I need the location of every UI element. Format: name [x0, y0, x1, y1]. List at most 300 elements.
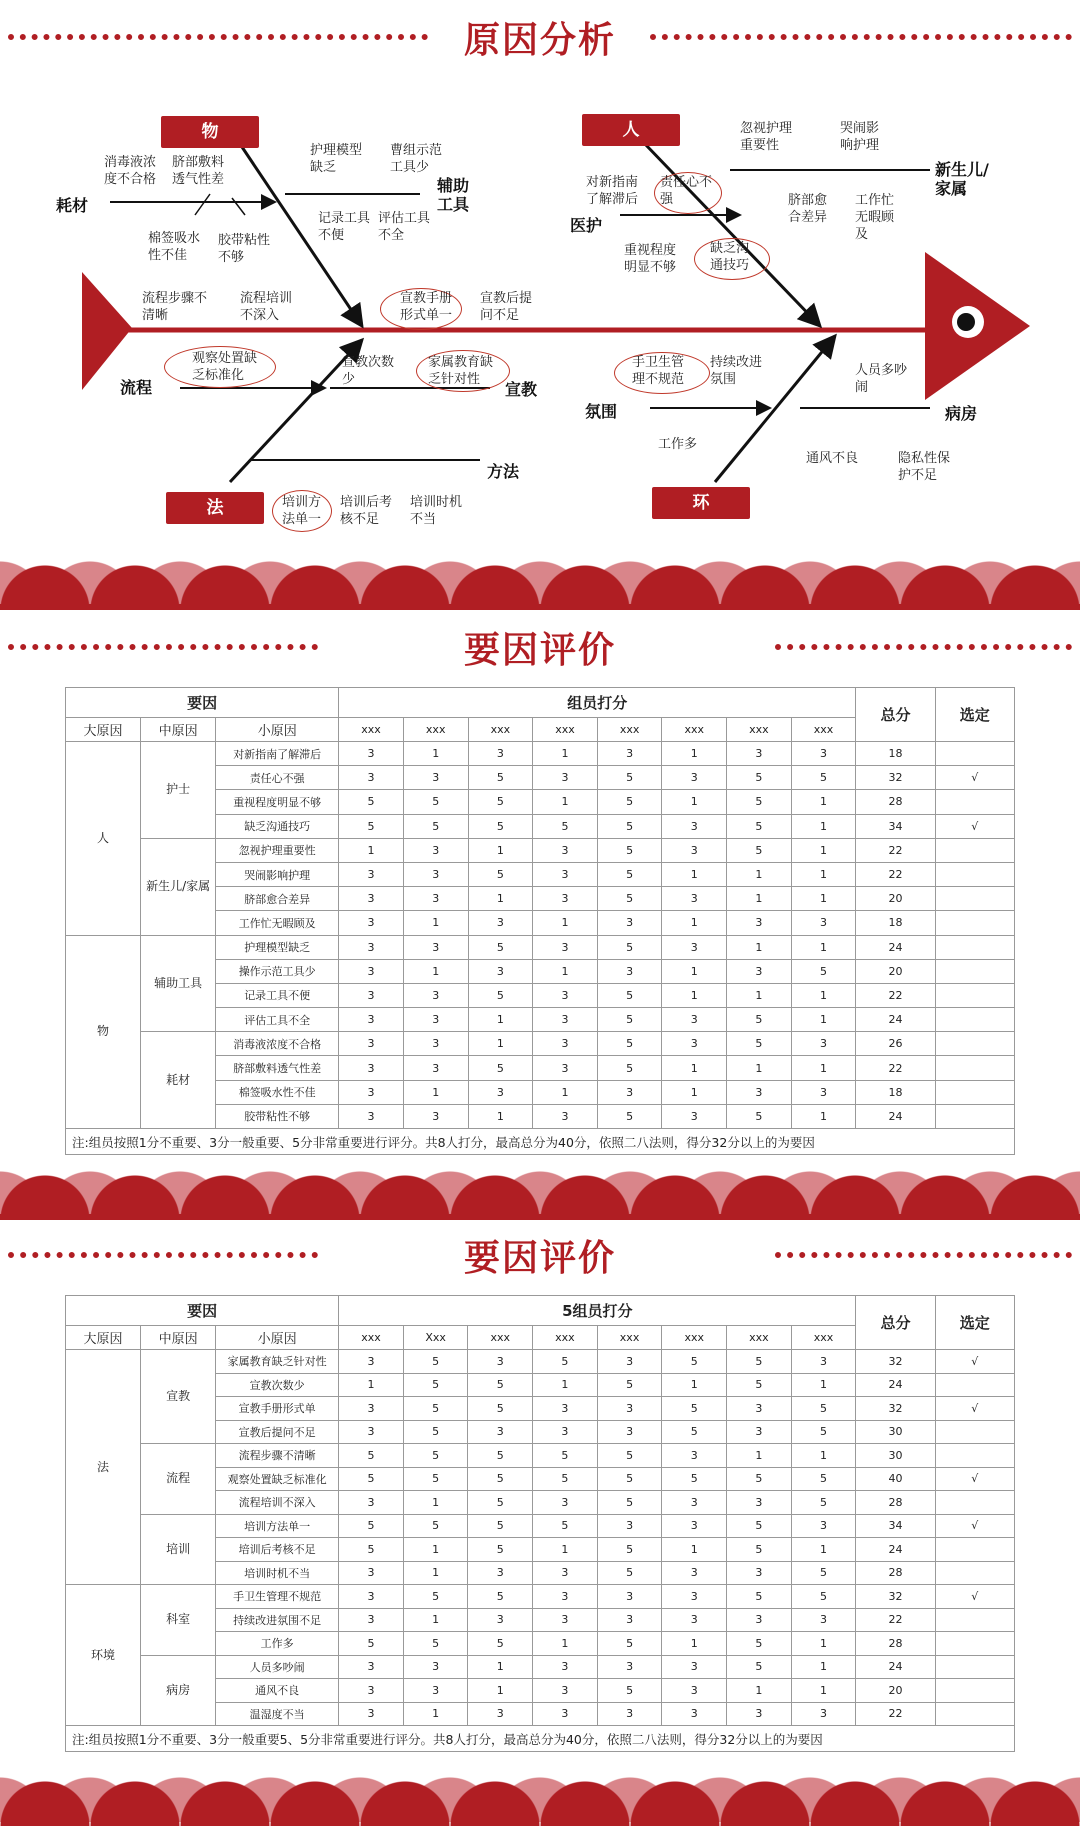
score-cell: 3 [339, 1080, 404, 1104]
fishbone-diagram [0, 90, 1080, 530]
score-cell: 5 [727, 1585, 792, 1609]
scorer-name: xxx [533, 718, 598, 742]
score-cell: 5 [662, 1397, 727, 1421]
header-row [66, 1296, 1015, 1326]
scorer-name: Xxx [403, 1326, 468, 1350]
total-cell: 22 [856, 838, 935, 862]
small-cause-cell: 棉签吸水性不佳 [216, 1080, 339, 1104]
score-cell: 5 [791, 1397, 856, 1421]
score-cell: 3 [597, 1608, 662, 1632]
total-cell: 32 [856, 766, 935, 790]
table-row [66, 838, 1015, 862]
score-cell: 3 [597, 1080, 662, 1104]
score-cell: 1 [662, 983, 727, 1007]
score-cell: 1 [533, 742, 598, 766]
score-cell: 3 [403, 862, 468, 886]
score-cell: 5 [403, 1467, 468, 1491]
score-cell: 3 [533, 887, 598, 911]
score-cell: 5 [339, 1514, 404, 1538]
score-cell: 3 [662, 766, 727, 790]
total-cell: 18 [856, 742, 935, 766]
small-cause-cell: 观察处置缺乏标准化 [216, 1467, 339, 1491]
small-cause-cell: 护理模型缺乏 [216, 935, 339, 959]
score-cell: 5 [791, 1420, 856, 1444]
small-cause-cell: 培训后考核不足 [216, 1538, 339, 1562]
mid-cause-cell: 病房 [141, 1655, 216, 1726]
small-cause-cell: 手卫生管理不规范 [216, 1585, 339, 1609]
score-cell: 3 [662, 814, 727, 838]
selected-mark [935, 1104, 1014, 1128]
header-total: 总分 [856, 688, 935, 742]
selected-mark [935, 1655, 1014, 1679]
score-cell: 5 [468, 814, 533, 838]
scorer-name: xxx [662, 1326, 727, 1350]
cause-caozuo: 曹组示范 工具少 [390, 143, 443, 175]
score-cell: 3 [403, 1655, 468, 1679]
selected-mark [935, 1679, 1014, 1703]
scorer-name: xxx [791, 718, 856, 742]
table-note: 注:组员按照1分不重要、3分一般重要5、5分非常重要进行评分。共8人打分，最高总分为40分，依照二八法则，得分32分以上的为要因 [66, 1726, 1015, 1752]
selected-mark [935, 838, 1014, 862]
score-cell: 3 [791, 1514, 856, 1538]
score-cell: 3 [339, 1104, 404, 1128]
score-cell: 3 [597, 1585, 662, 1609]
score-cell: 3 [468, 1561, 533, 1585]
score-cell: 3 [339, 1585, 404, 1609]
group-fuzhu: 辅助 工具 [437, 176, 470, 214]
score-cell: 5 [403, 814, 468, 838]
score-cell: 1 [403, 911, 468, 935]
cause-peixunfangfa: 培训方 法单一 [282, 495, 322, 527]
score-cell: 3 [662, 1491, 727, 1515]
selected-mark [935, 887, 1014, 911]
selected-mark [935, 1702, 1014, 1726]
tag-huan: 环 [652, 487, 750, 519]
selected-mark: √ [935, 1514, 1014, 1538]
score-cell: 3 [533, 1655, 598, 1679]
small-cause-cell: 操作示范工具少 [216, 959, 339, 983]
score-cell: 5 [727, 1008, 792, 1032]
selected-mark: √ [935, 1467, 1014, 1491]
score-cell: 3 [662, 1444, 727, 1468]
selected-mark: √ [935, 766, 1014, 790]
cause-hulimoxing: 护理模型 缺乏 [310, 143, 363, 175]
cause-liuchengpeixun: 流程培训 不深入 [240, 291, 293, 323]
total-cell: 32 [856, 1397, 935, 1421]
cause-liuchengbuzhou: 流程步骤不 清晰 [142, 291, 208, 323]
selected-mark [935, 1373, 1014, 1397]
score-cell: 5 [403, 1514, 468, 1538]
score-cell: 1 [791, 1444, 856, 1468]
score-cell: 1 [662, 1632, 727, 1656]
mid-cause-cell: 宣教 [141, 1350, 216, 1444]
big-cause-cell: 人 [66, 742, 141, 936]
score-cell: 1 [727, 862, 792, 886]
score-cell: 5 [468, 1397, 533, 1421]
score-cell: 5 [468, 790, 533, 814]
score-cell: 3 [662, 1104, 727, 1128]
score-cell: 3 [597, 742, 662, 766]
selected-mark [935, 790, 1014, 814]
cause-yinsi: 隐私性保 护不足 [898, 451, 951, 483]
score-cell: 3 [339, 862, 404, 886]
score-cell: 3 [662, 1585, 727, 1609]
scorer-name: xxx [468, 718, 533, 742]
total-cell: 28 [856, 1561, 935, 1585]
score-cell: 3 [791, 742, 856, 766]
divider-bar [0, 604, 1080, 610]
score-cell: 3 [662, 1608, 727, 1632]
total-cell: 22 [856, 1702, 935, 1726]
score-cell: 3 [533, 1008, 598, 1032]
score-cell: 1 [662, 959, 727, 983]
evaluation-table-1 [65, 687, 1015, 1155]
small-cause-cell: 记录工具不便 [216, 983, 339, 1007]
score-cell: 3 [468, 742, 533, 766]
header-key-cause: 要因 [66, 688, 339, 718]
score-cell: 1 [791, 935, 856, 959]
score-cell: 3 [533, 1679, 598, 1703]
selected-mark: √ [935, 1585, 1014, 1609]
cause-shouwei: 手卫生管 理不规范 [632, 355, 685, 387]
score-cell: 3 [727, 959, 792, 983]
score-cell: 1 [662, 862, 727, 886]
table-row [66, 1585, 1015, 1609]
score-cell: 3 [339, 1397, 404, 1421]
scorer-name: xxx [791, 1326, 856, 1350]
big-cause-cell: 物 [66, 935, 141, 1129]
score-cell: 3 [339, 911, 404, 935]
score-cell: 3 [339, 983, 404, 1007]
score-cell: 3 [727, 1608, 792, 1632]
cause-renyuan: 人员多吵 闹 [855, 363, 908, 395]
cause-jiashu: 家属教育缺 乏针对性 [428, 355, 494, 387]
score-cell: 5 [403, 1585, 468, 1609]
cause-zhongshi: 重视程度 明显不够 [624, 243, 677, 275]
score-cell: 3 [403, 1104, 468, 1128]
total-cell: 24 [856, 1538, 935, 1562]
score-cell: 1 [468, 1032, 533, 1056]
score-cell: 5 [791, 1561, 856, 1585]
score-cell: 1 [791, 790, 856, 814]
score-cell: 1 [533, 1373, 598, 1397]
score-cell: 5 [468, 1444, 533, 1468]
score-cell: 1 [727, 1056, 792, 1080]
small-cause-cell: 重视程度明显不够 [216, 790, 339, 814]
score-cell: 1 [662, 790, 727, 814]
score-cell: 5 [403, 1350, 468, 1374]
score-cell: 5 [597, 1008, 662, 1032]
header-key-cause: 要因 [66, 1296, 339, 1326]
score-cell: 3 [533, 1032, 598, 1056]
small-cause-cell: 流程培训不深入 [216, 1491, 339, 1515]
cause-pinggu: 评估工具 不全 [378, 211, 431, 243]
header-small-cause: 小原因 [216, 718, 339, 742]
score-cell: 5 [727, 1655, 792, 1679]
section-title-key-cause-1: 要因评价 [463, 630, 616, 671]
mid-cause-cell: 科室 [141, 1585, 216, 1656]
score-cell: 5 [597, 1444, 662, 1468]
score-cell: 1 [533, 1080, 598, 1104]
scorer-name: xxx [597, 1326, 662, 1350]
score-cell: 1 [727, 935, 792, 959]
total-cell: 24 [856, 1008, 935, 1032]
score-cell: 5 [727, 1514, 792, 1538]
score-cell: 3 [339, 1032, 404, 1056]
score-cell: 3 [468, 1702, 533, 1726]
total-cell: 40 [856, 1467, 935, 1491]
small-cause-cell: 脐部愈合差异 [216, 887, 339, 911]
score-cell: 5 [468, 1514, 533, 1538]
score-cell: 1 [727, 887, 792, 911]
score-cell: 5 [727, 1373, 792, 1397]
score-cell: 3 [597, 1397, 662, 1421]
score-cell: 5 [597, 1561, 662, 1585]
small-cause-cell: 脐部敷料透气性差 [216, 1056, 339, 1080]
mid-cause-cell: 耗材 [141, 1032, 216, 1129]
selected-mark: √ [935, 1350, 1014, 1374]
big-cause-cell: 法 [66, 1350, 141, 1585]
cause-peixunshiji: 培训时机 不当 [410, 495, 463, 527]
score-cell: 3 [662, 1032, 727, 1056]
score-cell: 3 [727, 1561, 792, 1585]
score-cell: 1 [791, 838, 856, 862]
big-cause-cell: 环境 [66, 1585, 141, 1726]
score-cell: 3 [533, 1608, 598, 1632]
note-row [66, 1726, 1015, 1752]
table-note: 注:组员按照1分不重要、3分一般重要、5分非常重要进行评分。共8人打分，最高总分为40分，依照二八法则，得分32分以上的为要因 [66, 1129, 1015, 1155]
mid-cause-cell: 新生儿/家属 [141, 838, 216, 935]
score-cell: 3 [662, 1514, 727, 1538]
score-cell: 1 [339, 1373, 404, 1397]
score-cell: 3 [727, 742, 792, 766]
score-cell: 3 [727, 1080, 792, 1104]
score-cell: 3 [533, 1420, 598, 1444]
selected-mark [935, 1444, 1014, 1468]
cause-gongzuoduo: 工作多 [658, 437, 698, 452]
total-cell: 28 [856, 790, 935, 814]
selected-mark [935, 742, 1014, 766]
score-cell: 5 [597, 887, 662, 911]
header-mid-cause: 中原因 [141, 718, 216, 742]
score-cell: 3 [468, 1350, 533, 1374]
total-cell: 30 [856, 1420, 935, 1444]
small-cause-cell: 对新指南了解滞后 [216, 742, 339, 766]
selected-mark [935, 1632, 1014, 1656]
score-cell: 5 [597, 1373, 662, 1397]
selected-mark [935, 1491, 1014, 1515]
score-cell: 5 [791, 1585, 856, 1609]
score-cell: 3 [468, 959, 533, 983]
score-cell: 3 [533, 1104, 598, 1128]
score-cell: 5 [468, 862, 533, 886]
score-cell: 1 [468, 1104, 533, 1128]
score-cell: 1 [533, 959, 598, 983]
score-cell: 3 [339, 959, 404, 983]
header-scores: 组员打分 [339, 688, 856, 718]
score-cell: 3 [791, 1032, 856, 1056]
score-cell: 5 [339, 1467, 404, 1491]
scorer-name: xxx [727, 718, 792, 742]
score-cell: 1 [662, 1080, 727, 1104]
score-cell: 5 [597, 790, 662, 814]
score-cell: 3 [727, 1702, 792, 1726]
score-cell: 1 [468, 1655, 533, 1679]
score-cell: 3 [533, 862, 598, 886]
score-cell: 1 [468, 838, 533, 862]
header-total: 总分 [856, 1296, 935, 1350]
score-cell: 5 [727, 1632, 792, 1656]
total-cell: 18 [856, 1080, 935, 1104]
score-cell: 3 [339, 1608, 404, 1632]
small-cause-cell: 责任心不强 [216, 766, 339, 790]
score-cell: 1 [662, 1538, 727, 1562]
selected-mark [935, 983, 1014, 1007]
score-cell: 3 [727, 1491, 792, 1515]
score-cell: 3 [339, 1008, 404, 1032]
score-cell: 5 [662, 1350, 727, 1374]
small-cause-cell: 工作忙无暇顾及 [216, 911, 339, 935]
score-cell: 3 [339, 935, 404, 959]
group-fangfa: 方法 [487, 462, 520, 481]
score-cell: 3 [662, 1655, 727, 1679]
total-cell: 24 [856, 1373, 935, 1397]
score-cell: 3 [403, 983, 468, 1007]
score-cell: 3 [403, 1008, 468, 1032]
score-cell: 3 [403, 1032, 468, 1056]
decorative-scallop [0, 562, 1080, 610]
selected-mark [935, 1032, 1014, 1056]
score-cell: 3 [597, 1655, 662, 1679]
header-select: 选定 [935, 688, 1014, 742]
selected-mark: √ [935, 1397, 1014, 1421]
score-cell: 3 [533, 766, 598, 790]
score-cell: 5 [727, 766, 792, 790]
group-huli: 医护 [570, 216, 603, 235]
score-cell: 5 [403, 1420, 468, 1444]
score-cell: 1 [662, 1373, 727, 1397]
score-cell: 5 [468, 766, 533, 790]
score-cell: 5 [597, 814, 662, 838]
score-cell: 3 [403, 887, 468, 911]
mid-cause-cell: 护士 [141, 742, 216, 839]
divider-bar [0, 1214, 1080, 1220]
score-cell: 3 [533, 1491, 598, 1515]
small-cause-cell: 宣教手册形式单 [216, 1397, 339, 1421]
score-cell: 5 [403, 1444, 468, 1468]
score-cell: 1 [791, 1632, 856, 1656]
score-cell: 1 [662, 911, 727, 935]
header-scores: 5组员打分 [339, 1296, 856, 1326]
small-cause-cell: 缺乏沟通技巧 [216, 814, 339, 838]
small-cause-cell: 通风不良 [216, 1679, 339, 1703]
cause-gongzuo: 工作忙 无暇顾 及 [855, 193, 895, 242]
score-cell: 3 [468, 1608, 533, 1632]
selected-mark [935, 1561, 1014, 1585]
scorer-name: xxx [339, 1326, 404, 1350]
score-cell: 3 [403, 766, 468, 790]
score-cell: 3 [662, 1008, 727, 1032]
selected-mark [935, 935, 1014, 959]
small-cause-cell: 胶带粘性不够 [216, 1104, 339, 1128]
score-cell: 1 [468, 1679, 533, 1703]
decorative-scallop [0, 1172, 1080, 1220]
score-cell: 1 [791, 814, 856, 838]
group-xuanjiao: 宣教 [505, 380, 538, 399]
table-row [66, 1444, 1015, 1468]
score-cell: 1 [403, 959, 468, 983]
score-cell: 5 [533, 1444, 598, 1468]
score-cell: 3 [339, 1561, 404, 1585]
selected-mark [935, 1008, 1014, 1032]
score-cell: 3 [339, 1702, 404, 1726]
table-row [66, 1514, 1015, 1538]
selected-mark [935, 959, 1014, 983]
score-cell: 5 [791, 1491, 856, 1515]
tag-fa: 法 [166, 492, 264, 524]
score-cell: 5 [791, 959, 856, 983]
scorer-name: xxx [403, 718, 468, 742]
score-cell: 3 [468, 1420, 533, 1444]
total-cell: 24 [856, 935, 935, 959]
score-cell: 5 [403, 1632, 468, 1656]
group-fenwei: 氛围 [585, 402, 618, 421]
score-cell: 1 [727, 983, 792, 1007]
score-cell: 5 [468, 1373, 533, 1397]
selected-mark [935, 1538, 1014, 1562]
score-cell: 5 [468, 983, 533, 1007]
header-big-cause: 大原因 [66, 1326, 141, 1350]
score-cell: 5 [727, 1350, 792, 1374]
group-haocai: 耗材 [56, 196, 89, 215]
header-small-cause: 小原因 [216, 1326, 339, 1350]
cause-tongfeng: 通风不良 [806, 451, 859, 466]
score-cell: 3 [597, 1702, 662, 1726]
score-cell: 3 [791, 1608, 856, 1632]
score-cell: 1 [791, 1056, 856, 1080]
header-mid-cause: 中原因 [141, 1326, 216, 1350]
score-cell: 3 [727, 911, 792, 935]
score-cell: 1 [403, 1538, 468, 1562]
score-cell: 3 [727, 1397, 792, 1421]
score-cell: 1 [533, 1538, 598, 1562]
score-cell: 5 [339, 1632, 404, 1656]
cause-xuanjiaoshouce: 宣教手册 形式单一 [400, 291, 453, 323]
small-cause-cell: 哭闹影响护理 [216, 862, 339, 886]
score-cell: 1 [468, 1008, 533, 1032]
selected-mark [935, 1420, 1014, 1444]
total-cell: 30 [856, 1444, 935, 1468]
score-cell: 1 [403, 1491, 468, 1515]
selected-mark: √ [935, 814, 1014, 838]
score-cell: 5 [662, 1420, 727, 1444]
cause-xiaodu: 消毒液浓 度不合格 [104, 155, 157, 187]
score-cell: 5 [468, 1585, 533, 1609]
total-cell: 20 [856, 959, 935, 983]
evaluation-table-2 [65, 1295, 1015, 1752]
score-cell: 5 [597, 1104, 662, 1128]
score-cell: 5 [339, 1538, 404, 1562]
cause-qibuyuhe: 脐部愈 合差异 [788, 193, 828, 225]
score-cell: 3 [791, 1702, 856, 1726]
small-cause-cell: 宣教后提问不足 [216, 1420, 339, 1444]
cause-hushi: 忽视护理 重要性 [740, 121, 793, 153]
score-cell: 5 [597, 1538, 662, 1562]
selected-mark [935, 911, 1014, 935]
cause-kunao: 哭闹影 响护理 [840, 121, 880, 153]
score-cell: 3 [533, 1056, 598, 1080]
cause-mianqian: 棉签吸水 性不佳 [148, 231, 201, 263]
